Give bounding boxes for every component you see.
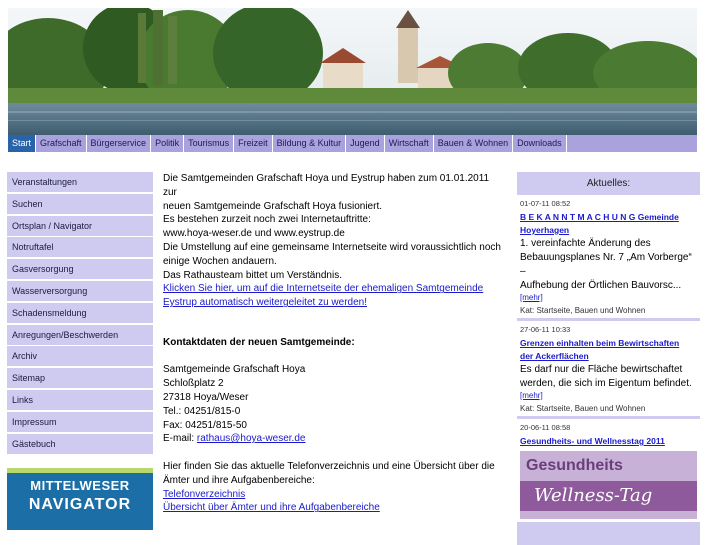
banner-stripe <box>7 468 153 473</box>
aktuelles-panel <box>517 172 700 545</box>
news-body-line: 1. vereinfachte Änderung des <box>520 238 651 249</box>
sidebar-item-schadensmeldung[interactable]: Schadensmeldung <box>7 303 153 323</box>
nav-item-start[interactable]: Start <box>8 135 36 152</box>
email-label: E-mail: <box>163 433 197 445</box>
news-headline-link[interactable]: der Ackerflächen <box>520 351 589 361</box>
intro-line: Es bestehen zurzeit noch zwei Internetauftritte: <box>163 214 371 226</box>
navigator-logo-line2: NAVIGATOR <box>28 496 132 513</box>
aktuelles-title: Aktuelles: <box>586 178 631 189</box>
news-category: Kat: Startseite, Bauen und Wohnen <box>520 306 646 315</box>
phone-directory-link[interactable]: Telefonverzeichnis <box>163 488 246 500</box>
intro-line: www.hoya-weser.de und www.eystrup.de <box>163 228 345 240</box>
contact-line: Tel.: 04251/815-0 <box>163 405 241 417</box>
contact-line: Schloßplatz 2 <box>163 378 224 390</box>
sidebar-item-suchen[interactable]: Suchen <box>7 194 153 214</box>
news-body-line: Bebauungsplanes Nr. 7 „Am Vorberge“ <box>520 252 692 263</box>
news-item <box>517 195 700 318</box>
wellness-image-line1: Gesundheits <box>526 457 623 474</box>
news-date: 20-06-11 08:58 <box>520 423 571 432</box>
email-link[interactable]: rathaus@hoya-weser.de <box>196 433 306 445</box>
intro-line: Die Samtgemeinden Grafschaft Hoya und Eystrup haben zum 01.01.2011 zur <box>163 173 490 198</box>
news-date: 27-06-11 10:33 <box>520 325 571 334</box>
contact-heading: Kontaktdaten der neuen Samtgemeinde: <box>163 336 355 348</box>
news-more-link[interactable]: [mehr] <box>520 293 543 302</box>
news-item <box>517 321 700 416</box>
sidebar-menu <box>7 172 153 455</box>
sidebar-item-impressum[interactable]: Impressum <box>7 412 153 432</box>
sidebar-item-veranstaltungen[interactable]: Veranstaltungen <box>7 172 153 192</box>
news-headline-link[interactable]: Hoyerhagen <box>520 225 570 235</box>
nav-item-buergerservice[interactable]: Bürgerservice <box>87 135 152 152</box>
news-item <box>517 419 700 522</box>
nav-item-wirtschaft[interactable]: Wirtschaft <box>385 135 434 152</box>
contact-line: Fax: 04251/815-50 <box>163 419 247 431</box>
sidebar-item-links[interactable]: Links <box>7 390 153 410</box>
header-banner-image <box>8 8 697 135</box>
sidebar-item-archiv[interactable]: Archiv <box>7 346 153 366</box>
contact-line: Samtgemeinde Grafschaft Hoya <box>163 364 306 376</box>
news-headline-link[interactable]: Grenzen einhalten beim Bewirtschaften <box>520 338 680 348</box>
news-category: Kat: Startseite, Bauen und Wohnen <box>520 404 646 413</box>
eystrup-redirect-link[interactable]: Klicken Sie hier, um auf die Internetseite der ehemaligen Samtgemeinde <box>163 283 484 295</box>
intro-line: neuen Samtgemeinde Grafschaft Hoya fusioniert. <box>163 200 383 212</box>
directory-text: Ämter und ihre Aufgabenbereiche: <box>163 474 315 486</box>
news-body-line: werden, die sich im Eigentum befindet. <box>520 378 692 389</box>
sidebar-item-gasversorgung[interactable]: Gasversorgung <box>7 259 153 279</box>
sidebar-item-ortsplan[interactable]: Ortsplan / Navigator <box>7 216 153 236</box>
intro-line: Die Umstellung auf eine gemeinsame Internetseite wird voraussichtlich noch <box>163 241 501 253</box>
eystrup-redirect-link[interactable]: Eystrup automatisch weitergeleitet zu werden! <box>163 297 367 309</box>
main-navigation <box>8 135 697 152</box>
sidebar-item-notruftafel[interactable]: Notruftafel <box>7 237 153 257</box>
nav-item-jugend[interactable]: Jugend <box>346 135 385 152</box>
sidebar-item-gaestebuch[interactable]: Gästebuch <box>7 434 153 454</box>
wellness-image-line2: Wellness-Tag <box>534 485 653 506</box>
news-more-link[interactable]: [mehr] <box>520 391 543 400</box>
intro-line: Das Rathausteam bittet um Verständnis. <box>163 269 342 281</box>
sidebar-item-wasserversorgung[interactable]: Wasserversorgung <box>7 281 153 301</box>
news-body-line: – <box>520 266 526 277</box>
news-date: 01-07-11 08:52 <box>520 199 571 208</box>
sidebar-item-anregungen[interactable]: Anregungen/Beschwerden <box>7 325 153 345</box>
main-content <box>163 172 503 515</box>
directory-text: Hier finden Sie das aktuelle Telefonverzeichnis und eine Übersicht über die <box>163 460 495 472</box>
nav-item-tourismus[interactable]: Tourismus <box>184 135 234 152</box>
departments-overview-link[interactable]: Übersicht über Ämter und ihre Aufgabenbereiche <box>163 502 380 514</box>
navigator-logo-line1: MITTELWESER <box>30 478 130 493</box>
nav-item-bauen-wohnen[interactable]: Bauen & Wohnen <box>434 135 513 152</box>
wellness-day-image[interactable] <box>520 451 697 519</box>
nav-item-freizeit[interactable]: Freizeit <box>234 135 273 152</box>
mittelweser-navigator-banner[interactable] <box>7 468 153 530</box>
nav-item-politik[interactable]: Politik <box>151 135 184 152</box>
contact-line: 27318 Hoya/Weser <box>163 391 249 403</box>
intro-line: einige Wochen andauern. <box>163 255 277 267</box>
nav-item-grafschaft[interactable]: Grafschaft <box>36 135 87 152</box>
news-headline-link[interactable]: Gesundheits- und Wellnesstag 2011 <box>520 436 665 446</box>
news-headline-link[interactable]: B E K A N N T M A C H U N G Gemeinde <box>520 212 679 222</box>
nav-item-bildung-kultur[interactable]: Bildung & Kultur <box>273 135 347 152</box>
nav-item-downloads[interactable]: Downloads <box>513 135 567 152</box>
news-body-line: Aufhebung der Örtlichen Bauvorsc... <box>520 280 682 291</box>
news-body-line: Es darf nur die Fläche bewirtschaftet <box>520 364 683 375</box>
sidebar-item-sitemap[interactable]: Sitemap <box>7 368 153 388</box>
